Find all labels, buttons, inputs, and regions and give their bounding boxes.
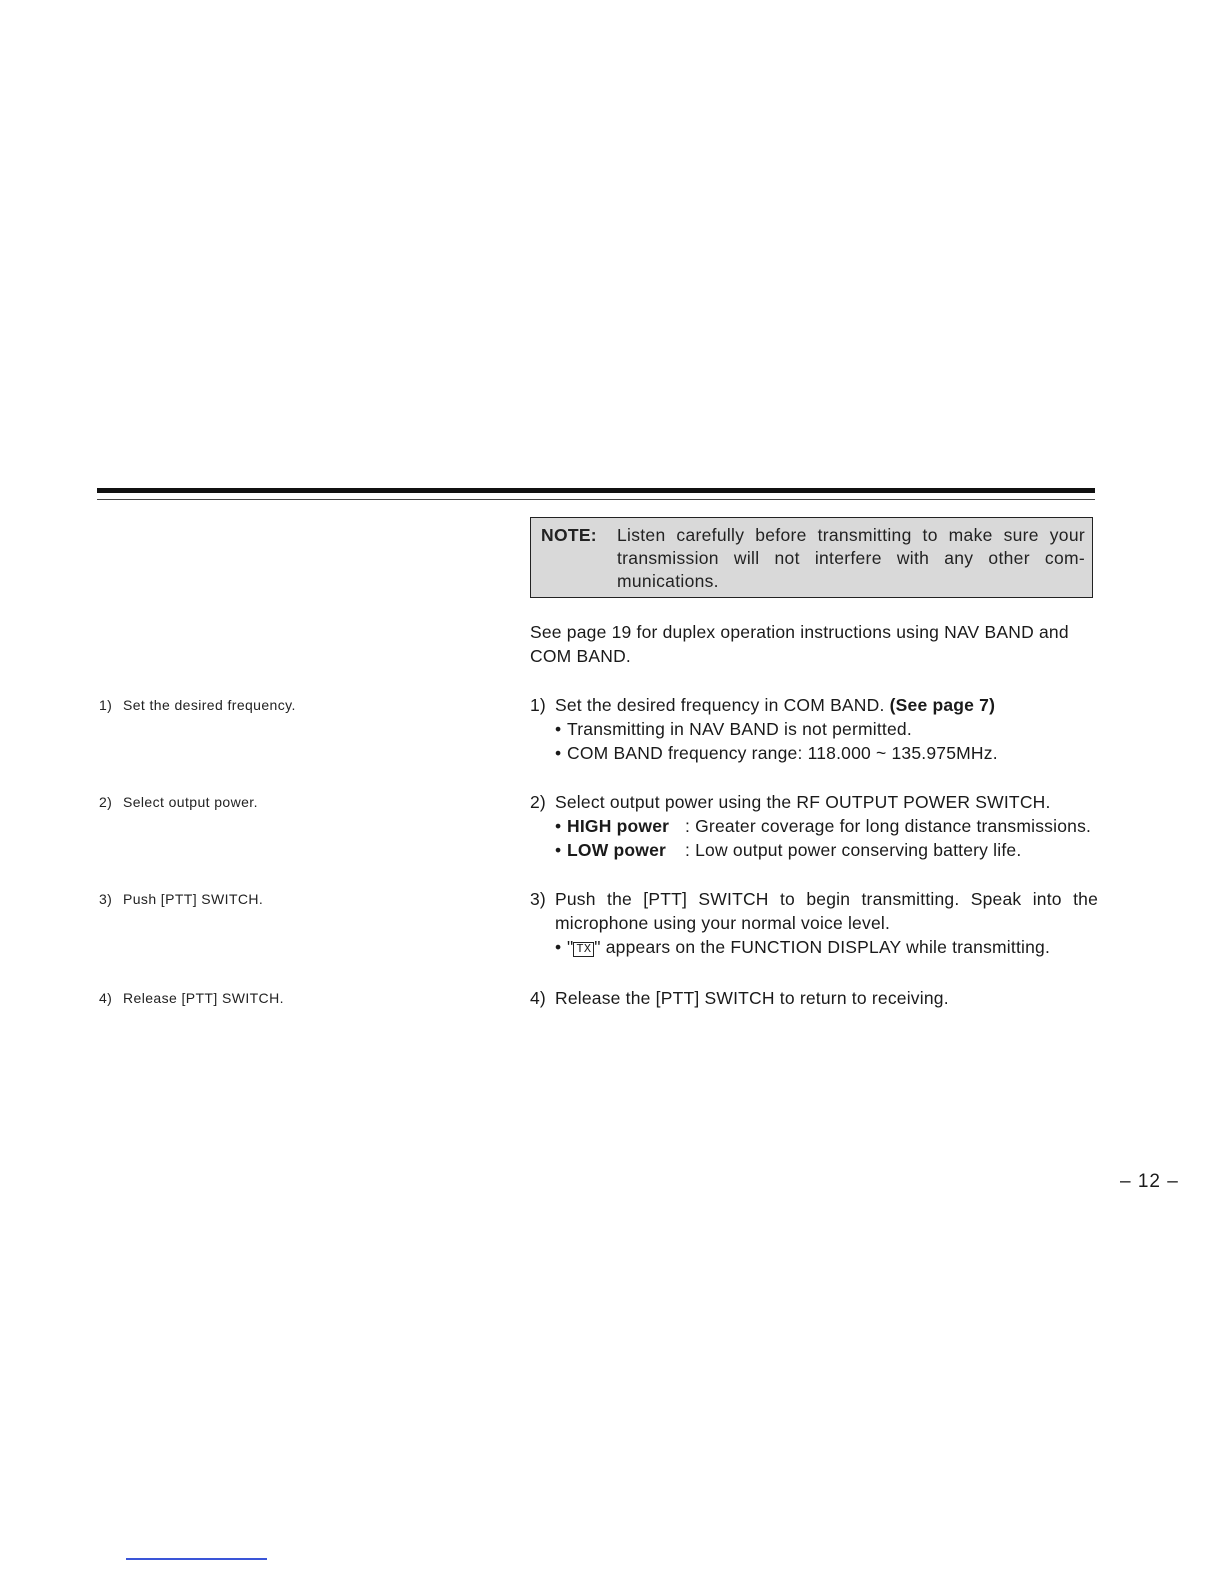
left-step-text: Push [PTT] SWITCH. [123,891,264,907]
step-text: Set the desired frequency in COM BAND. [555,695,885,715]
page-reference: (See page 7) [889,695,996,715]
step-number: 1) [530,695,546,715]
step-text: Release the [PTT] SWITCH to return to receiving. [555,988,949,1008]
left-step-number: 3) [99,891,113,907]
bullet-icon: • [555,937,562,957]
step-bullet: appears on the FUNCTION DISPLAY while transmitting. [600,937,1051,957]
note-line: Listen carefully before transmitting to make sure your [617,525,1085,545]
note-line: transmission will not interfere with any other com- [617,548,1085,568]
step-number: 4) [530,988,546,1008]
bullet-icon: • [555,816,562,836]
note-text [617,524,1085,593]
step-bullet: Transmitting in NAV BAND is not permitted. [567,719,912,739]
power-desc-high: : Greater coverage for long distance transmissions. [685,816,1092,836]
header-rule-thin [97,499,1095,500]
step-text: microphone using your normal voice level. [555,913,891,933]
step-bullet: COM BAND frequency range: 118.000 ~ 135.975MHz. [567,743,998,763]
bullet-icon: • [555,719,562,739]
bullet-icon: • [555,743,562,763]
intro-paragraph: See page 19 for duplex operation instructions using NAV BAND and COM BAND. [530,622,1069,666]
bullet-icon: • [555,840,562,860]
left-step-text: Release [PTT] SWITCH. [123,990,284,1006]
step-2 [530,790,1098,862]
step-1 [530,693,1098,765]
left-step-text: Set the desired frequency. [123,697,296,713]
left-step-summary [99,891,263,907]
page-number: – 12 – [1120,1171,1179,1192]
step-text: Select output power using the RF OUTPUT POWER SWITCH. [555,792,1051,812]
footer-line [126,1558,267,1560]
left-step-number: 4) [99,990,113,1006]
power-desc-low: : Low output power conserving battery life. [685,840,1022,860]
quote-close: " [594,937,601,957]
step-number: 2) [530,792,546,812]
left-step-summary [99,697,296,713]
note-label: NOTE: [541,525,597,545]
step-3 [530,887,1098,959]
header-rule-thick [97,488,1095,493]
power-term-high: HIGH power [567,816,670,836]
power-term-low: LOW power [567,840,667,860]
left-step-number: 2) [99,794,113,810]
left-step-number: 1) [99,697,113,713]
quote-open: " [567,937,574,957]
left-step-text: Select output power. [123,794,258,810]
note-line: munications. [617,571,719,591]
left-step-summary [99,794,258,810]
step-number: 3) [530,889,546,909]
step-4 [530,986,1098,1010]
note-box [530,517,1093,598]
tx-indicator-icon: TX [573,942,594,957]
step-text: Push the [PTT] SWITCH to begin transmitting. Speak into the [555,889,1098,909]
left-step-summary [99,990,284,1006]
